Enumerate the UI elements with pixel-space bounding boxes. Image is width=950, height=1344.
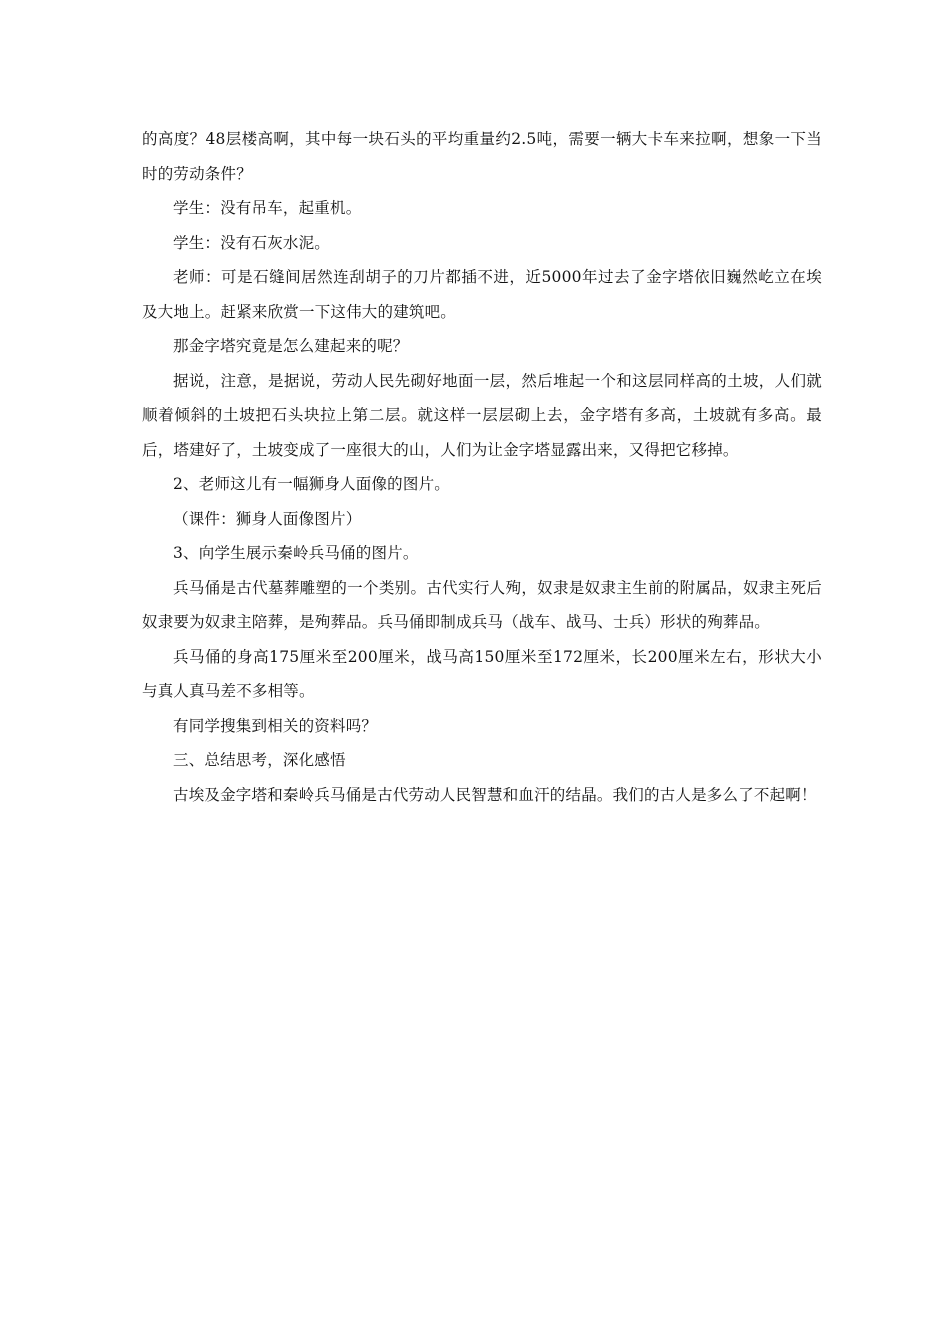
paragraph-student-answer-2: 学生：没有石灰水泥。: [173, 233, 331, 252]
paragraph-question-construction: 那金字塔究竟是怎么建起来的呢？: [173, 337, 409, 355]
paragraph-teacher-remark: 老师：可是石缝间居然连刮胡子的刀片都插不进，近5000年过去了金字塔依旧巍然屹立在埃及大地上。赶紧来欣赏一下这伟大的建筑吧。: [142, 268, 822, 321]
paragraph-pyramid-height: 的高度？48层楼高啊，其中每一块石头的平均重量约2.5吨，需要一辆大卡车来拉啊，想象一下当时的劳动条件？: [142, 130, 822, 183]
paragraph-construction-method: 据说，注意，是据说，劳动人民先砌好地面一层，然后堆起一个和这层同样高的土坡，人们就顺着倾斜的土坡把石头块拉上第二层。就这样一层层砌上去，金字塔有多高，土坡就有多高。最后，塔建好了，土坡变成了一座很大的山，人们为让金字塔显露出来，又得把它移掉。: [142, 371, 822, 459]
paragraph-terracotta-definition: 兵马俑是古代墓葬雕塑的一个类别。古代实行人殉，奴隶是奴隶主生前的附属品，奴隶主死后奴隶要为奴隶主陪葬，是殉葬品。兵马俑即制成兵马（战车、战马、士兵）形状的殉葬品。: [142, 578, 822, 631]
paragraph-student-answer-1: 学生：没有吊车，起重机。: [173, 199, 362, 217]
paragraph-question-materials: 有同学搜集到相关的资料吗？: [173, 716, 378, 735]
paragraph-conclusion: 古埃及金字塔和秦岭兵马俑是古代劳动人民智慧和血汗的结晶。我们的古人是多么了不起啊！: [173, 785, 817, 804]
paragraph-courseware-note: （课件：狮身人面像图片）: [173, 509, 362, 528]
paragraph-sphinx-intro: 2、老师这儿有一幅狮身人面像的图片。: [173, 475, 450, 493]
paragraph-terracotta-intro: 3、向学生展示秦岭兵马俑的图片。: [173, 544, 419, 562]
section-heading-summary: 三、总结思考，深化感悟: [173, 751, 346, 769]
paragraph-terracotta-dimensions: 兵马俑的身高175厘米至200厘米，战马高150厘米至172厘米，长200厘米左右，形状大小与真人真马差不多相等。: [142, 647, 822, 700]
document-body: [142, 122, 822, 812]
